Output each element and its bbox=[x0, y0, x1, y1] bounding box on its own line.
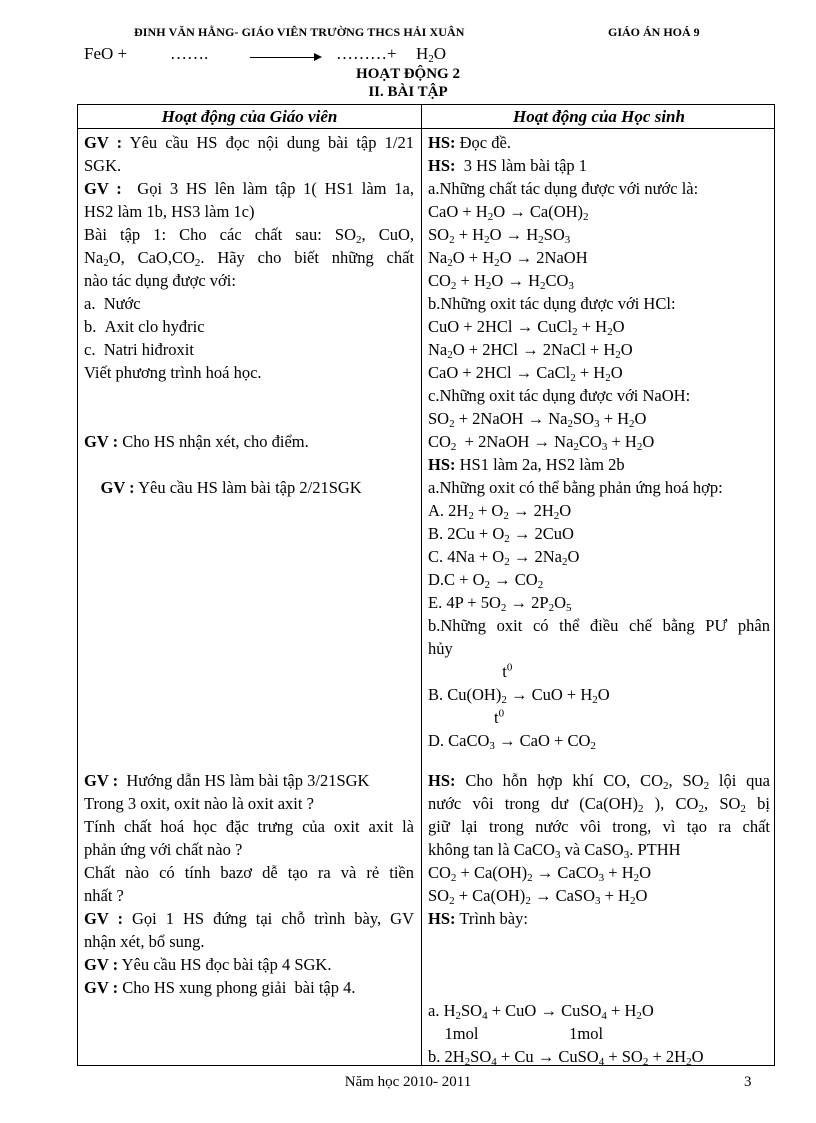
column-divider bbox=[421, 105, 422, 1065]
teacher-block-2 bbox=[84, 769, 414, 999]
text-line: Viết phương trình hoá học. bbox=[84, 363, 262, 382]
equation-blank-1: ……. bbox=[170, 44, 209, 63]
text-line: HS: 3 HS làm bài tập 1 bbox=[428, 156, 588, 175]
text-line: HS: HS1 làm 2a, HS2 làm 2b bbox=[428, 455, 625, 474]
teacher-block-1 bbox=[84, 131, 414, 499]
text-line: $SO_2$ + 2NaOH → $Na_2SO_3 + H_2O$ bbox=[428, 409, 647, 430]
text-line: B. $2Cu + O_2 \to 2CuO$ bbox=[428, 524, 574, 545]
text-line: CuO + 2HCl → CuCl$_2$ + $H_2O$ bbox=[428, 317, 625, 338]
text-line: CaO + $H_2O \to Ca(OH)_2$ bbox=[428, 202, 589, 223]
text-line: GV : Yêu cầu HS đọc bài tập 4 SGK. bbox=[84, 955, 332, 974]
text-line bbox=[84, 453, 414, 476]
text-line: c.Những oxit tác dụng được với NaOH: bbox=[428, 386, 691, 405]
text-line: Tính chất hoá học đặc trưng của oxit axit là bbox=[84, 817, 414, 836]
section-subtitle: II. BÀI TẬP bbox=[368, 84, 448, 100]
text-line bbox=[84, 407, 414, 430]
text-line bbox=[428, 976, 770, 999]
text-line: GV : Cho HS nhận xét, cho điểm. bbox=[84, 432, 309, 451]
text-line: GV : Hướng dẫn HS làm bài tập 3/21SGK bbox=[84, 771, 370, 790]
text-line: CaO + 2HCl → CaCl$_2$ + $H_2O$ bbox=[428, 363, 623, 384]
text-line: SGK. bbox=[84, 156, 122, 175]
text-line: b.Những oxit tác dụng được với HCl: bbox=[428, 294, 676, 313]
equation-blank-2: ………+ bbox=[336, 44, 397, 63]
header-author: ĐINH VĂN HẰNG- GIÁO VIÊN TRƯỜNG THCS HẢI XUÂN bbox=[134, 25, 465, 39]
section-title: HOẠT ĐỘNG 2 bbox=[356, 66, 460, 82]
text-line: b. $2H_2SO_4 + Cu$ → CuSO$_4$ + $SO_2 + 2H_2O$ bbox=[428, 1047, 704, 1068]
text-line: HS: Đọc đề. bbox=[428, 133, 511, 152]
text-line: B. $Cu(OH)_2$ → CuO + $H_2O$ bbox=[428, 685, 610, 706]
text-line: E. $4P + 5O_2 \to 2P_2O_5$ bbox=[428, 593, 572, 614]
text-line: a. $H_2SO_4$ + CuO → CuSO$_4$ + $H_2O$ bbox=[428, 1001, 654, 1022]
text-line: nào tác dụng được với: bbox=[84, 271, 236, 290]
equation-lhs: FeO + bbox=[84, 44, 128, 63]
text-line: GV : Cho HS xung phong giải bài tập 4. bbox=[84, 978, 356, 997]
text-line: giữ lại trong nước vôi trong, vì tạo ra chất bbox=[428, 817, 770, 836]
text-line: $Na_2O$, $CaO,CO_2$. Hãy cho biết những chất bbox=[84, 248, 414, 269]
text-line: b. Axit clo hyđric bbox=[84, 317, 205, 336]
text-line: c. Natri hiđroxit bbox=[84, 340, 194, 359]
text-line bbox=[428, 930, 770, 953]
text-line: $SO_2 + H_2O \to H_2SO_3$ bbox=[428, 225, 571, 246]
text-line: không tan là CaCO$_3$ và CaSO$_3$. PTHH bbox=[428, 840, 681, 861]
text-line: HS2 làm 1b, HS3 làm 1c) bbox=[84, 202, 255, 221]
text-line: nhất ? bbox=[84, 886, 124, 905]
text-line: $t^0$ bbox=[428, 707, 505, 727]
text-line: HS: Cho hỗn hợp khí CO, $CO_2$, $SO_2$ lội qua bbox=[428, 771, 770, 792]
text-line: a. Nước bbox=[84, 294, 141, 313]
text-line: b.Những oxit có thể điều chế bằng PƯ phân bbox=[428, 616, 770, 635]
text-line: GV : Yêu cầu HS làm bài tập 2/21SGK bbox=[100, 478, 362, 497]
student-block-1 bbox=[428, 131, 770, 752]
arrow-icon bbox=[250, 57, 320, 58]
text-line: Bài tập 1: Cho các chất sau: $SO_2$, CuO, bbox=[84, 225, 414, 246]
activity-table bbox=[77, 104, 775, 1066]
student-column-header: Hoạt động của Học sinh bbox=[513, 107, 685, 126]
text-line: hủy bbox=[428, 639, 453, 658]
text-line: Trong 3 oxit, oxit nào là oxit axit ? bbox=[84, 794, 314, 813]
text-line: C. $4Na + O_2 \to 2Na_2O$ bbox=[428, 547, 580, 568]
text-line: GV : Yêu cầu HS đọc nội dung bài tập 1/21 bbox=[84, 133, 414, 152]
text-line: nước vôi trong dư ($Ca(OH)_2$ ), $CO_2$, $SO_2$ bị bbox=[428, 794, 770, 815]
text-line: A. $2H_2 + O_2 \to 2H_2O$ bbox=[428, 501, 572, 522]
equation-product: $H_2O$ bbox=[416, 44, 447, 65]
text-line: GV : Gọi 3 HS lên làm tập 1( HS1 làm 1a, bbox=[84, 179, 414, 198]
text-line bbox=[84, 384, 414, 407]
text-line: $SO_2 + Ca(OH)_2$ → CaSO$_3$ + $H_2O$ bbox=[428, 886, 648, 907]
teacher-column-header: Hoạt động của Giáo viên bbox=[161, 107, 338, 126]
text-line: $CO_2 + Ca(OH)_2$ → CaCO$_3$ + $H_2O$ bbox=[428, 863, 652, 884]
text-line: a.Những oxit có thể bằng phản ứng hoá hợp: bbox=[428, 478, 723, 497]
header-divider bbox=[78, 128, 774, 129]
text-line: Chất nào có tính bazơ dễ tạo ra và rẻ tiền bbox=[84, 863, 414, 882]
text-line: $Na_2O + 2HCl$ → 2NaCl + $H_2O$ bbox=[428, 340, 633, 361]
text-line: HS: Trình bày: bbox=[428, 909, 528, 928]
student-block-2 bbox=[428, 769, 770, 1068]
text-line: $D.C + O_2 \to CO_2$ bbox=[428, 570, 544, 591]
header-subject: GIÁO ÁN HOÁ 9 bbox=[608, 25, 700, 39]
text-line: phản ứng với chất nào ? bbox=[84, 840, 243, 859]
text-line: 1mol 1mol bbox=[428, 1024, 604, 1043]
text-line: $Na_2O + H_2O$ → 2NaOH bbox=[428, 248, 588, 269]
text-line: GV : Gọi 1 HS đứng tại chỗ trình bày, GV bbox=[84, 909, 414, 928]
text-line: $CO_2$ + 2NaOH → $Na_2CO_3 + H_2O$ bbox=[428, 432, 655, 453]
page-number: 3 bbox=[744, 1074, 752, 1090]
text-line: D. CaCO$_3$ → CaO + $CO_2$ bbox=[428, 731, 596, 752]
text-line: nhận xét, bổ sung. bbox=[84, 932, 205, 951]
text-line: $CO_2 + H_2O \to H_2CO_3$ bbox=[428, 271, 574, 292]
text-line: a.Những chất tác dụng được với nước là: bbox=[428, 179, 699, 198]
text-line: $t^0$ bbox=[428, 661, 513, 681]
text-line bbox=[428, 953, 770, 976]
footer-year: Năm học 2010- 2011 bbox=[344, 1074, 472, 1090]
